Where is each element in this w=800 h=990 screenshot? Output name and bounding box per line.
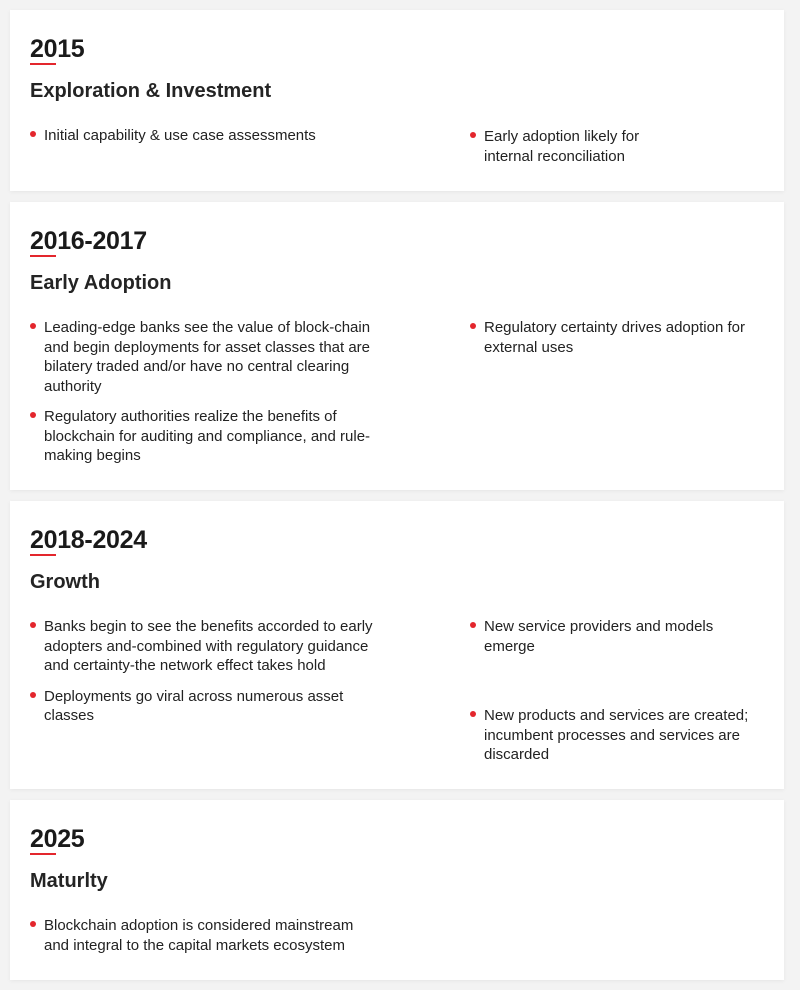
left-column: [30, 126, 375, 157]
left-column: [30, 916, 375, 966]
bullet-text: Blockchain adoption is considered mainstream and integral to the capital markets ecosystem: [44, 917, 354, 954]
phase-title: Maturlty: [30, 870, 108, 892]
year-heading: 2016-2017: [30, 227, 147, 255]
bullet-item: [30, 126, 375, 146]
bullet-dot-icon: [30, 692, 36, 698]
bullet-dot-icon: [30, 412, 36, 418]
year-underline: [30, 853, 56, 855]
year-heading: 2025: [30, 825, 85, 853]
year-heading: 2015: [30, 35, 85, 63]
bullet-dot-icon: [470, 711, 476, 717]
year-underline: [30, 63, 56, 65]
bullet-dot-icon: [470, 132, 476, 138]
bullet-dot-icon: [470, 622, 476, 628]
bullet-text: Deployments go viral across numerous asset classes: [44, 687, 344, 724]
year-underline: [30, 554, 56, 556]
bullet-item: [470, 706, 760, 765]
bullet-text: Initial capability & use case assessments: [44, 127, 316, 144]
bullet-dot-icon: [30, 323, 36, 329]
right-column: [470, 318, 770, 368]
left-column: [30, 617, 375, 737]
bullet-item: [30, 318, 375, 396]
bullet-item: [470, 127, 690, 166]
bullet-dot-icon: [30, 131, 36, 137]
bullet-text: Leading-edge banks see the value of block-chain and begin deployments for asset classes that are bilatery traded and/or have no central clearing authority: [44, 319, 371, 395]
timeline-card-2018-2024: [10, 501, 784, 789]
bullet-item: [30, 617, 375, 676]
bullet-item: [30, 687, 375, 726]
right-column: [470, 127, 690, 177]
bullet-text: New service providers and models emerge: [484, 618, 714, 655]
bullet-dot-icon: [470, 323, 476, 329]
timeline-card-2025: [10, 800, 784, 980]
phase-title: Growth: [30, 571, 100, 593]
phase-title: Exploration & Investment: [30, 80, 272, 102]
bullet-dot-icon: [30, 622, 36, 628]
year-underline: [30, 255, 56, 257]
bullet-text: Banks begin to see the benefits accorded to early adopters and-combined with regulatory guidance and certainty-the network effect takes hold: [44, 618, 373, 674]
bullet-item: [470, 617, 760, 656]
year-heading: 2018-2024: [30, 526, 147, 554]
bullet-text: Regulatory certainty drives adoption for external uses: [484, 319, 745, 356]
bullet-item: [30, 407, 375, 466]
bullet-text: New products and services are created; incumbent processes and services are discarded: [484, 707, 749, 763]
phase-title: Early Adoption: [30, 272, 172, 294]
left-column: [30, 318, 375, 477]
right-column: [470, 617, 760, 776]
timeline-card-2015: [10, 10, 784, 191]
bullet-item: [30, 916, 375, 955]
bullet-text: Early adoption likely for internal reconciliation: [484, 128, 640, 165]
bullet-text: Regulatory authorities realize the benefits of blockchain for auditing and compliance, and rule-making begins: [44, 408, 371, 464]
bullet-item: [470, 318, 770, 357]
timeline-card-2016-2017: [10, 202, 784, 490]
bullet-dot-icon: [30, 921, 36, 927]
